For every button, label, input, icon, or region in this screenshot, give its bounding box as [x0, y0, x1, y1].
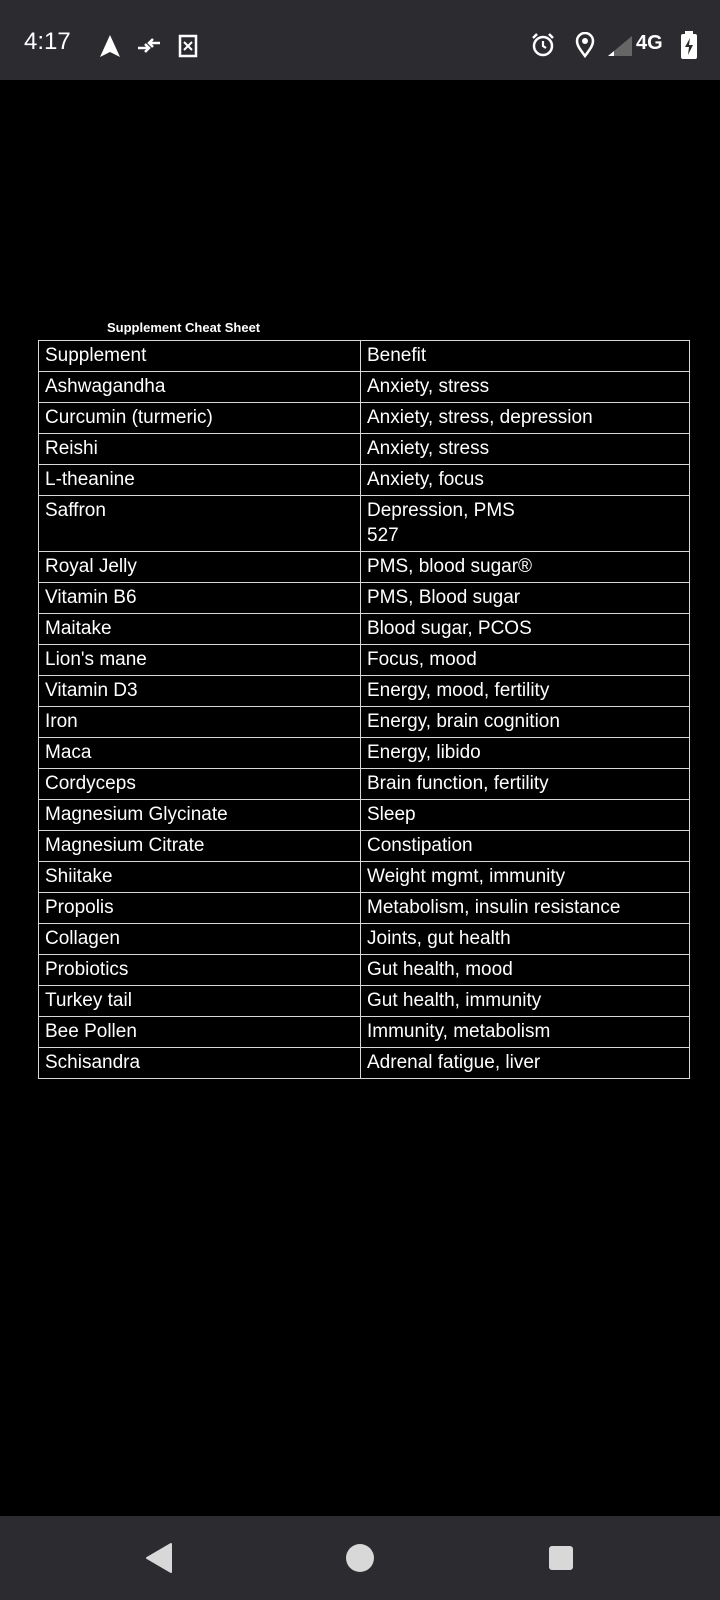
- alarm-icon: [530, 32, 556, 58]
- supplement-cell: Lion's mane: [39, 645, 361, 676]
- column-header-benefit: Benefit: [361, 341, 690, 372]
- benefit-text: Gut health, immunity: [367, 990, 542, 1011]
- table-row: [39, 465, 690, 496]
- table-row: [39, 800, 690, 831]
- benefit-cell: [361, 403, 690, 434]
- navigation-icon: [98, 34, 122, 58]
- benefit-text: Anxiety, stress: [367, 438, 490, 459]
- benefit-text: Weight mgmt, immunity: [367, 866, 566, 887]
- status-time: 4:17: [24, 28, 71, 55]
- supplement-cell: Reishi: [39, 434, 361, 465]
- benefit-cell: [361, 552, 690, 583]
- table-row: [39, 614, 690, 645]
- benefit-cell: [361, 434, 690, 465]
- table-row: [39, 434, 690, 465]
- benefit-text: Brain function, fertility: [367, 773, 549, 794]
- supplement-cell: Cordyceps: [39, 769, 361, 800]
- supplement-cell: Collagen: [39, 924, 361, 955]
- sheet-title: Supplement Cheat Sheet: [107, 320, 261, 335]
- benefit-text: Adrenal fatigue, liver: [367, 1052, 541, 1073]
- table-row: [39, 893, 690, 924]
- supplement-cell: Bee Pollen: [39, 1017, 361, 1048]
- benefit-text: Energy, libido: [367, 742, 481, 763]
- status-bar: [0, 0, 720, 80]
- battery-charging-icon: [680, 30, 698, 60]
- benefit-cell: [361, 800, 690, 831]
- table-row: [39, 645, 690, 676]
- home-icon[interactable]: [345, 1543, 375, 1573]
- benefit-cell: [361, 645, 690, 676]
- benefit-text: Immunity, metabolism: [367, 1021, 551, 1042]
- back-icon[interactable]: [144, 1542, 174, 1574]
- table-row: [39, 831, 690, 862]
- benefit-cell: [361, 1017, 690, 1048]
- supplement-cell: Maitake: [39, 614, 361, 645]
- benefit-text: Gut health, mood: [367, 959, 513, 980]
- signal-icon: [606, 34, 634, 58]
- benefit-text: Metabolism, insulin resistance: [367, 897, 621, 918]
- benefit-cell: [361, 676, 690, 707]
- benefit-cell: [361, 769, 690, 800]
- data-transfer-icon: [136, 36, 162, 56]
- table-row: [39, 1017, 690, 1048]
- benefit-cell: [361, 496, 690, 552]
- table-row: [39, 372, 690, 403]
- benefit-cell: [361, 924, 690, 955]
- image-viewer: [0, 80, 720, 1516]
- benefit-cell: [361, 614, 690, 645]
- benefit-cell: [361, 862, 690, 893]
- supplement-cell: Vitamin D3: [39, 676, 361, 707]
- benefit-text: Sleep: [367, 804, 416, 825]
- supplement-cell: Propolis: [39, 893, 361, 924]
- table-row: [39, 496, 690, 552]
- supplement-cell: Vitamin B6: [39, 583, 361, 614]
- benefit-text: Energy, brain cognition: [367, 711, 560, 732]
- supplement-cell: Probiotics: [39, 955, 361, 986]
- table-row: [39, 955, 690, 986]
- navigation-bar: [0, 1516, 720, 1600]
- location-icon: [574, 32, 596, 58]
- supplement-cell: Saffron: [39, 496, 361, 552]
- benefit-text: Constipation: [367, 835, 473, 856]
- supplement-cell: L-theanine: [39, 465, 361, 496]
- table-row: [39, 552, 690, 583]
- supplement-cell: Shiitake: [39, 862, 361, 893]
- benefit-text: Focus, mood: [367, 649, 477, 670]
- benefit-cell: [361, 986, 690, 1017]
- benefit-text: PMS, Blood sugar: [367, 587, 521, 608]
- recents-icon[interactable]: [548, 1545, 574, 1571]
- supplement-cell: Maca: [39, 738, 361, 769]
- benefit-cell: [361, 1048, 690, 1079]
- benefit-text: Energy, mood, fertility: [367, 680, 550, 701]
- table-row: [39, 1048, 690, 1079]
- benefit-text: Anxiety, stress, depression: [367, 407, 593, 428]
- column-header-supplement: Supplement: [39, 341, 361, 372]
- supplement-cell: Turkey tail: [39, 986, 361, 1017]
- benefit-cell: [361, 707, 690, 738]
- table-row: [39, 738, 690, 769]
- benefit-text: Anxiety, focus: [367, 469, 484, 490]
- table-row: [39, 986, 690, 1017]
- benefit-cell: [361, 955, 690, 986]
- supplement-table: [38, 340, 683, 1079]
- benefit-text: Anxiety, stress: [367, 376, 490, 397]
- benefit-cell: [361, 465, 690, 496]
- supplement-cell: Schisandra: [39, 1048, 361, 1079]
- network-type-label: 4G: [636, 32, 663, 54]
- supplement-cell: Magnesium Glycinate: [39, 800, 361, 831]
- table-row: [39, 676, 690, 707]
- supplement-cell: Royal Jelly: [39, 552, 361, 583]
- screenshot-icon: [178, 34, 198, 58]
- supplement-cell: Magnesium Citrate: [39, 831, 361, 862]
- benefit-cell: [361, 893, 690, 924]
- benefit-cell: [361, 583, 690, 614]
- table-row: [39, 707, 690, 738]
- supplement-cell: Iron: [39, 707, 361, 738]
- benefit-cell: [361, 831, 690, 862]
- benefit-text: Depression, PMS: [367, 500, 515, 521]
- supplement-cell: Ashwagandha: [39, 372, 361, 403]
- benefit-cell: [361, 738, 690, 769]
- benefit-cell: [361, 372, 690, 403]
- table-header-row: [39, 341, 690, 372]
- supplement-cell: Curcumin (turmeric): [39, 403, 361, 434]
- table-row: [39, 924, 690, 955]
- table-row: [39, 403, 690, 434]
- benefit-text: PMS, blood sugar®: [367, 556, 533, 577]
- benefit-text: Joints, gut health: [367, 928, 511, 949]
- table-row: [39, 769, 690, 800]
- table-row: [39, 862, 690, 893]
- table-row: [39, 583, 690, 614]
- benefit-text: Blood sugar, PCOS: [367, 618, 532, 639]
- benefit-extra-text: 527: [367, 525, 399, 546]
